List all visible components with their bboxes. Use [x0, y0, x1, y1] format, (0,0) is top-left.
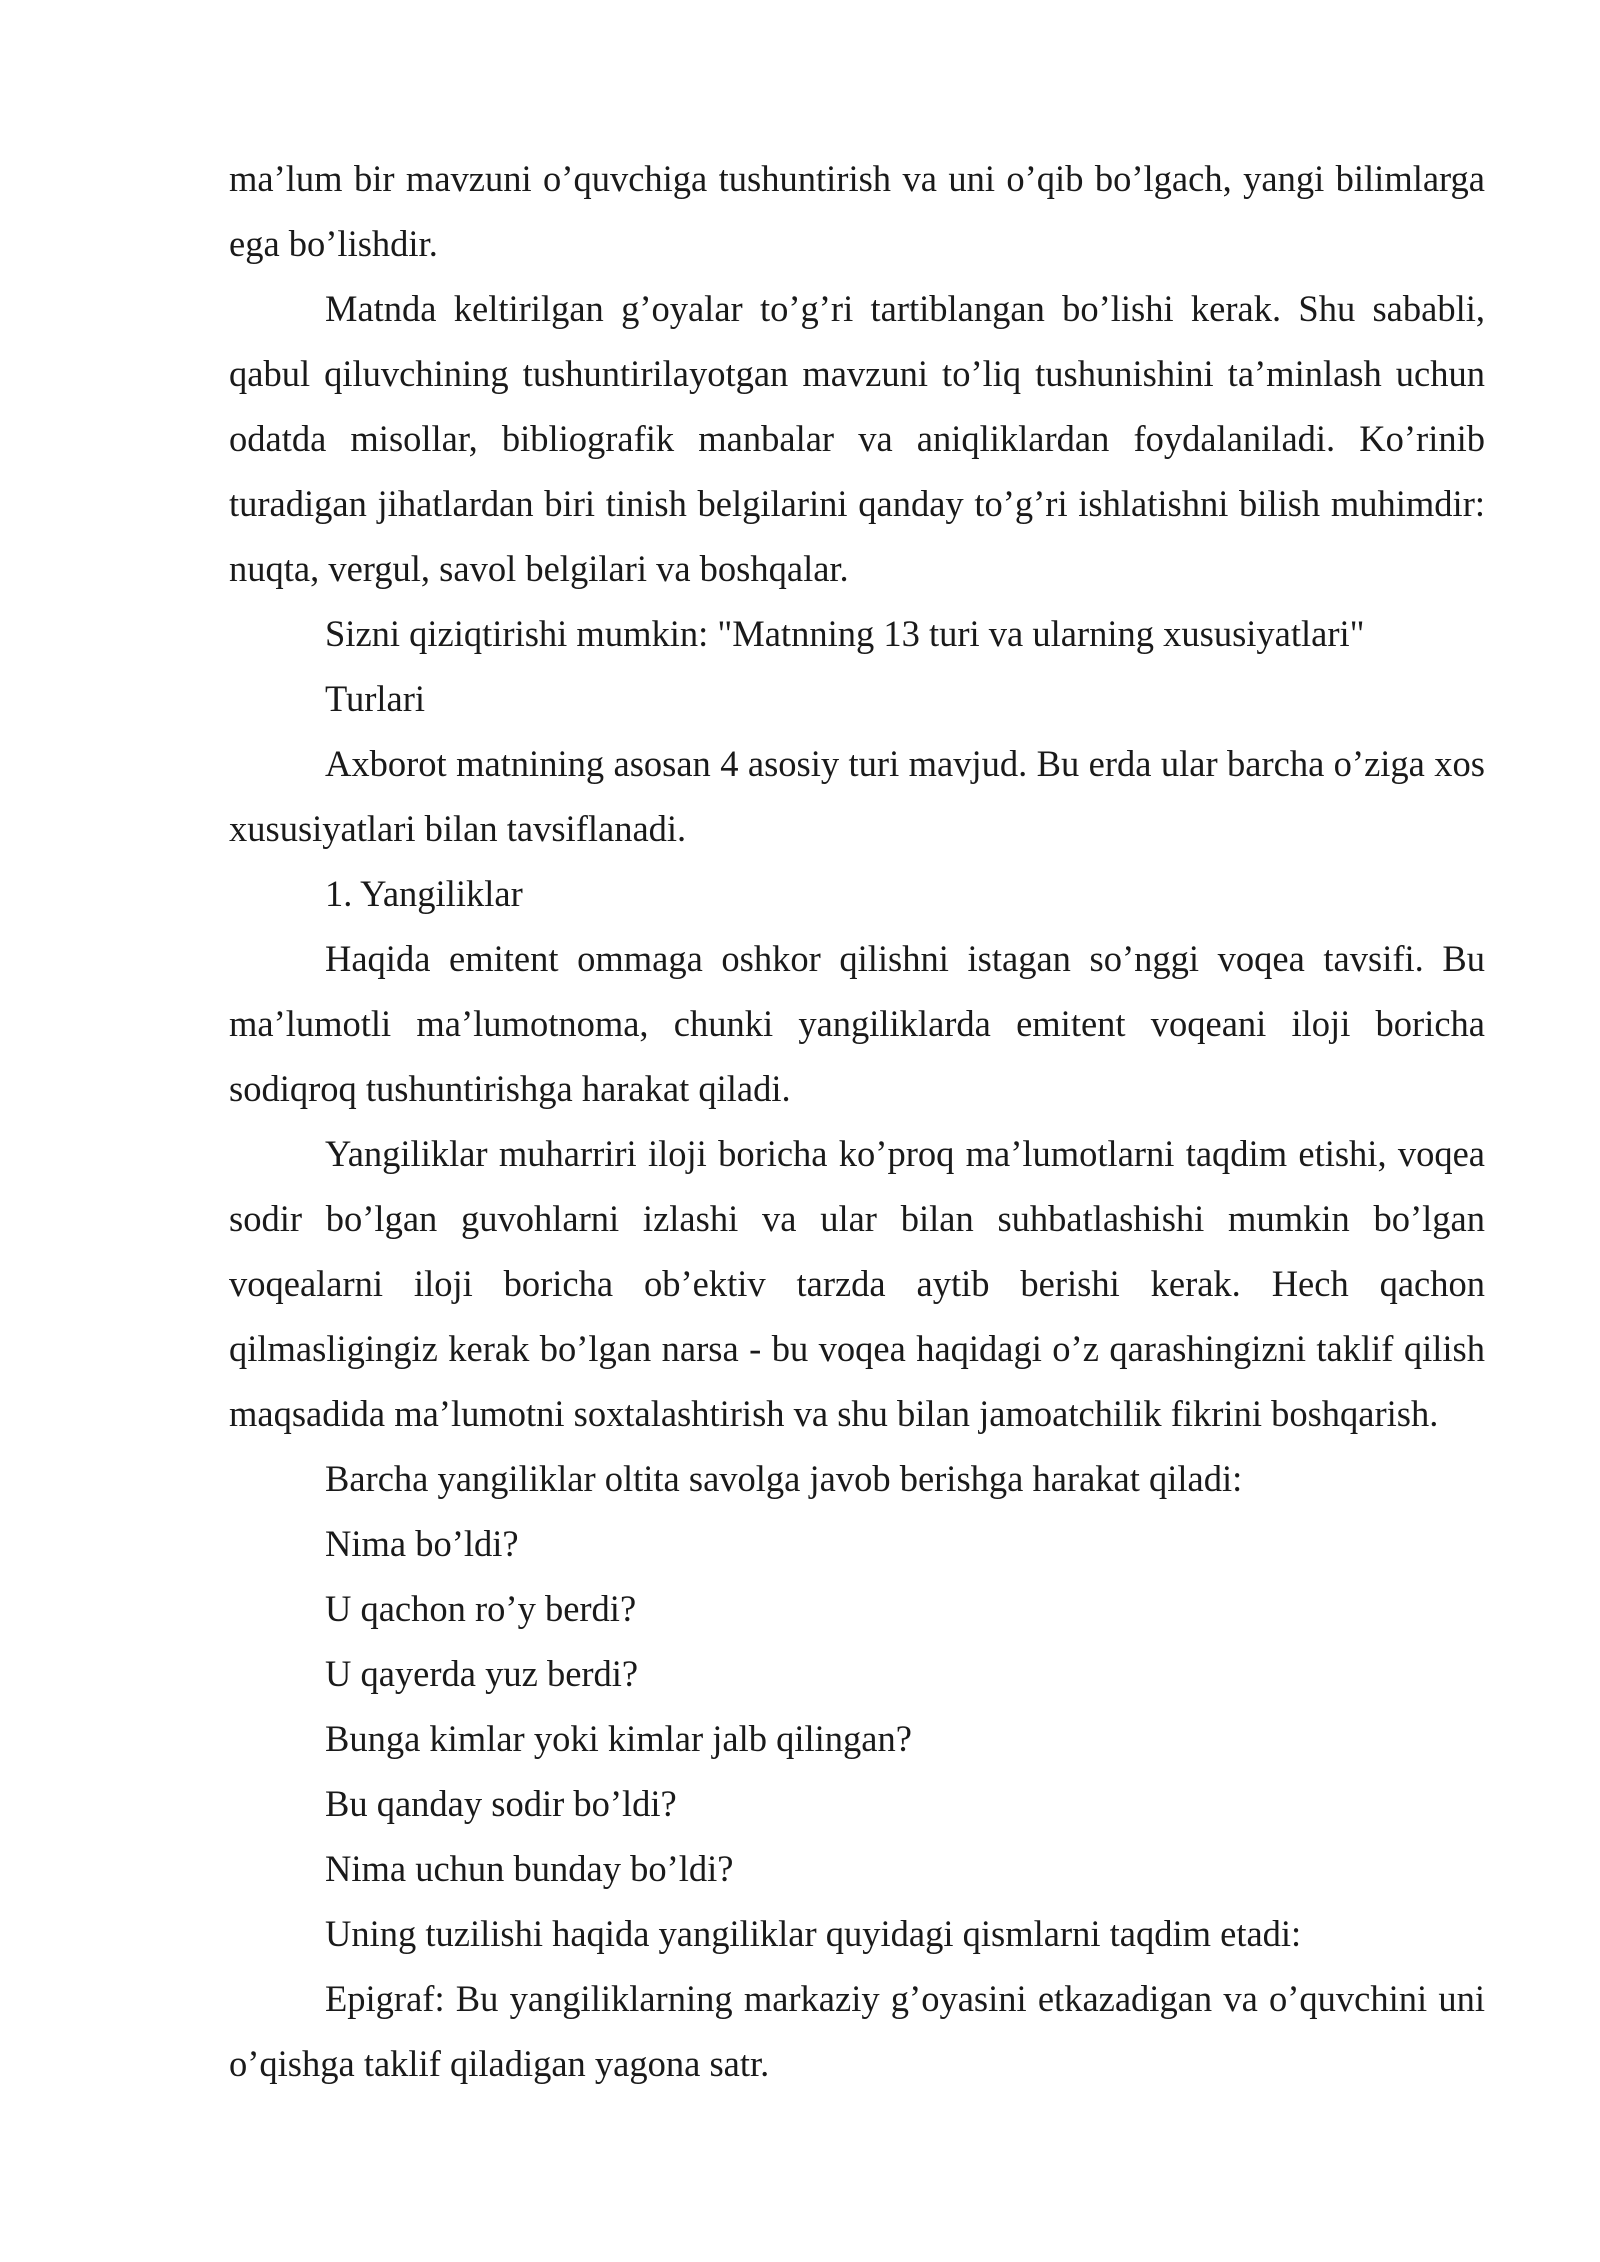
paragraph-continuation: ma’lum bir mavzuni o’quvchiga tushuntirish va uni o’qib bo’lgach, yangi bilimlarga ega bo’lishdir. [229, 158, 1485, 264]
subheading-news: 1. Yangiliklar [325, 873, 523, 914]
paragraph-ideas-order: Matnda keltirilgan g’oyalar to’g’ri tartiblangan bo’lishi kerak. Shu sababli, qabul qiluvchining tushuntirilayotgan mavzuni to’liq tushunishini ta’minlash uchun odatda misollar, bibliografik manbalar va aniqliklardan foydalaniladi. Ko’rinib turadigan jihatlardan biri tinish belgilarini qanday to’g’ri ishlatishni bilish muhimdir: nuqta, vergul, savol belgilari va boshqalar. [229, 288, 1485, 589]
section-heading-types: Turlari [325, 678, 426, 719]
question-when: U qachon ro’y berdi? [325, 1588, 637, 1629]
paragraph-related-link: Sizni qiziqtirishi mumkin: "Matnning 13 turi va ularning xususiyatlari" [325, 613, 1365, 654]
question-how: Bu qanday sodir bo’ldi? [325, 1783, 677, 1824]
document-page [229, 146, 1485, 2096]
question-who: Bunga kimlar yoki kimlar jalb qilingan? [325, 1718, 912, 1759]
question-why: Nima uchun bunday bo’ldi? [325, 1848, 734, 1889]
paragraph-types-intro: Axborot matnining asosan 4 asosiy turi mavjud. Bu erda ular barcha o’ziga xos xususiyatlari bilan tavsiflanadi. [229, 743, 1485, 849]
question-what: Nima bo’ldi? [325, 1523, 519, 1564]
paragraph-structure-intro: Uning tuzilishi haqida yangiliklar quyidagi qismlarni taqdim etadi: [325, 1913, 1302, 1954]
paragraph-news-description: Haqida emitent ommaga oshkor qilishni istagan so’nggi voqea tavsifi. Bu ma’lumotli ma’lumotnoma, chunki yangiliklarda emitent voqeani iloji boricha sodiqroq tushuntirishga harakat qiladi. [229, 938, 1485, 1109]
paragraph-epigraph: Epigraf: Bu yangiliklarning markaziy g’oyasini etkazadigan va o’quvchini uni o’qishga taklif qiladigan yagona satr. [229, 1978, 1485, 2084]
paragraph-news-editor: Yangiliklar muharriri iloji boricha ko’proq ma’lumotlarni taqdim etishi, voqea sodir bo’lgan guvohlarni izlashi va ular bilan suhbatlashishi mumkin bo’lgan voqealarni iloji boricha ob’ektiv tarzda aytib berishi kerak. Hech qachon qilmasligingiz kerak bo’lgan narsa - bu voqea haqidagi o’z qarashingizni taklif qilish maqsadida ma’lumotni soxtalashtirish va shu bilan jamoatchilik fikrini boshqarish. [229, 1133, 1485, 1434]
question-where: U qayerda yuz berdi? [325, 1653, 639, 1694]
paragraph-six-questions: Barcha yangiliklar oltita savolga javob berishga harakat qiladi: [325, 1458, 1243, 1499]
